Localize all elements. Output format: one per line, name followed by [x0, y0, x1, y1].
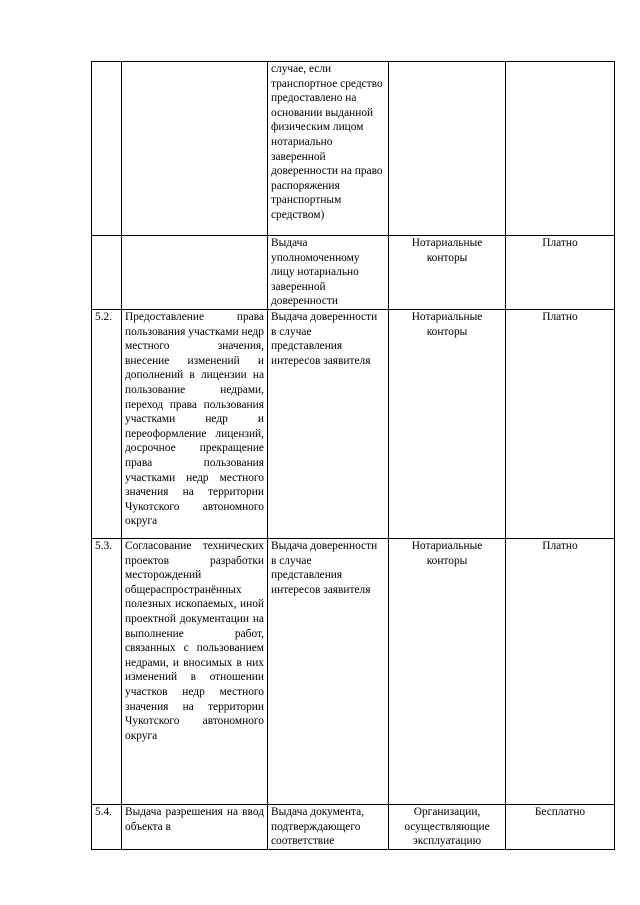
document-description: Выдача доверенности в случае представления интересов заявителя	[268, 538, 389, 804]
document-description: случае, если транспортное средство предоставлено на основании выданной физическим лицом нотариально заверенной доверенности на право распоряжения транспортным средством)	[268, 62, 389, 236]
table-row	[92, 309, 615, 538]
table-row	[92, 62, 615, 236]
services-table	[91, 61, 615, 850]
document-description: Выдача документа, подтверждающего соответствие	[268, 804, 389, 849]
row-number: 5.4.	[92, 804, 122, 849]
row-number: 5.2.	[92, 309, 122, 538]
document-description: Выдача уполномоченному лицу нотариально заверенной доверенности	[268, 236, 389, 310]
document-description: Выдача доверенности в случае представления интересов заявителя	[268, 309, 389, 538]
issuing-organization: Нотариальные конторы	[389, 309, 506, 538]
payment-status: Платно	[506, 309, 615, 538]
payment-status	[506, 62, 615, 236]
row-number	[92, 62, 122, 236]
issuing-organization: Нотариальные конторы	[389, 236, 506, 310]
service-name: Предоставление права пользования участками недр местного значения, внесение изменений и дополнений в лицензии на пользование недрами, переход права пользования участками недр и переоформление лицензий, досрочное прекращение права пользования участками недр местного значения на территории Чукотского автономного округа	[122, 309, 268, 538]
table-row	[92, 538, 615, 804]
table-row	[92, 804, 615, 849]
service-name: Согласование технических проектов разработки месторождений общераспространённых полезных ископаемых, иной проектной документации на выполнение работ, связанных с пользованием недрами, и вносимых в них изменений в отношении участков недр местного значения на территории Чукотского автономного округа	[122, 538, 268, 804]
service-name	[122, 236, 268, 310]
service-name	[122, 62, 268, 236]
payment-status: Платно	[506, 236, 615, 310]
issuing-organization	[389, 62, 506, 236]
payment-status: Бесплатно	[506, 804, 615, 849]
row-number: 5.3.	[92, 538, 122, 804]
issuing-organization: Нотариальные конторы	[389, 538, 506, 804]
row-number	[92, 236, 122, 310]
table-row	[92, 236, 615, 310]
service-name: Выдача разрешения на ввод объекта в	[122, 804, 268, 849]
payment-status: Платно	[506, 538, 615, 804]
issuing-organization: Организации, осуществляющие эксплуатацию	[389, 804, 506, 849]
